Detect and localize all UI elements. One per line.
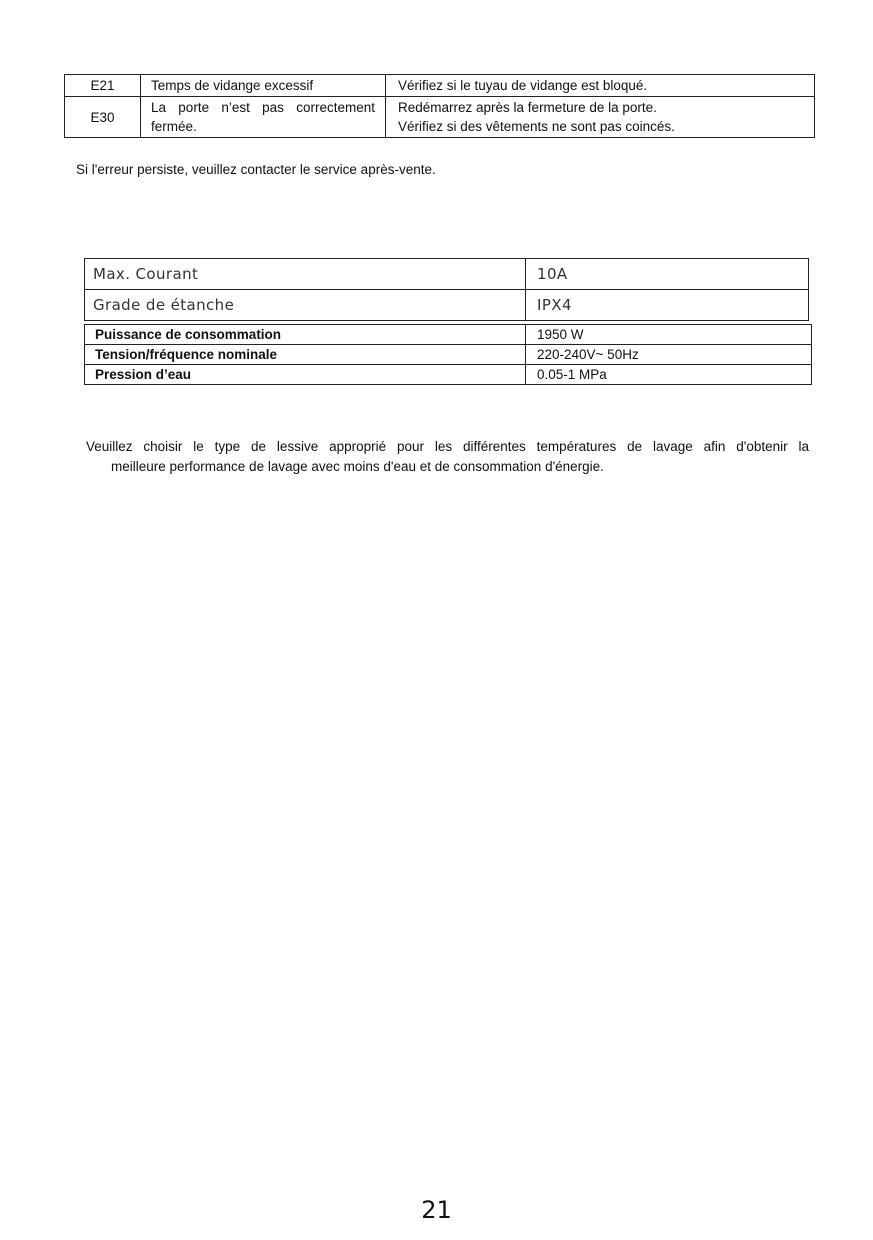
spec-value: 10A xyxy=(526,259,809,290)
advice-line: Veuillez choisir le type de lessive approprié pour les différentes températures de lavage afin d'obtenir la xyxy=(86,439,809,454)
error-solution-line: Vérifiez si le tuyau de vidange est bloqué. xyxy=(398,78,648,93)
spec-value: 0.05-1 MPa xyxy=(526,365,812,385)
error-solution xyxy=(386,97,815,138)
error-solution-line: Vérifiez si des vêtements ne sont pas coincés. xyxy=(398,119,675,134)
error-description-line: fermée. xyxy=(151,119,197,134)
spec-table-detail-rows xyxy=(84,324,812,385)
error-solution xyxy=(386,75,815,97)
error-code: E30 xyxy=(65,97,141,138)
error-description-line: La porte n’est pas correctement xyxy=(151,100,375,115)
advice-line: meilleure performance de lavage avec moins d'eau et de consommation d'énergie. xyxy=(111,459,604,474)
spec-label: Tension/fréquence nominale xyxy=(85,345,526,365)
error-row-e30 xyxy=(65,97,815,138)
error-description xyxy=(141,75,386,97)
spec-label: Puissance de consommation xyxy=(85,325,526,345)
spec-row xyxy=(85,325,812,345)
error-solution-line: Redémarrez après la fermeture de la porte. xyxy=(398,100,657,115)
error-description-line: Temps de vidange excessif xyxy=(151,78,314,93)
spec-row xyxy=(85,345,812,365)
page-number: 21 xyxy=(421,1196,452,1224)
spec-table-header-rows xyxy=(84,258,809,321)
error-code: E21 xyxy=(65,75,141,97)
spec-label: Max. Courant xyxy=(85,259,526,290)
error-row-e21 xyxy=(65,75,815,97)
error-description xyxy=(141,97,386,138)
spec-value: IPX4 xyxy=(526,290,809,321)
error-code-table xyxy=(64,74,815,138)
spec-row xyxy=(85,259,809,290)
spec-label: Grade de étanche xyxy=(85,290,526,321)
spec-row xyxy=(85,290,809,321)
spec-value: 220-240V~ 50Hz xyxy=(526,345,812,365)
spec-value: 1950 W xyxy=(526,325,812,345)
after-sales-note: Si l'erreur persiste, veuillez contacter le service après-vente. xyxy=(76,162,436,177)
detergent-advice-paragraph xyxy=(86,437,809,477)
spec-label: Pression d’eau xyxy=(85,365,526,385)
spec-row xyxy=(85,365,812,385)
